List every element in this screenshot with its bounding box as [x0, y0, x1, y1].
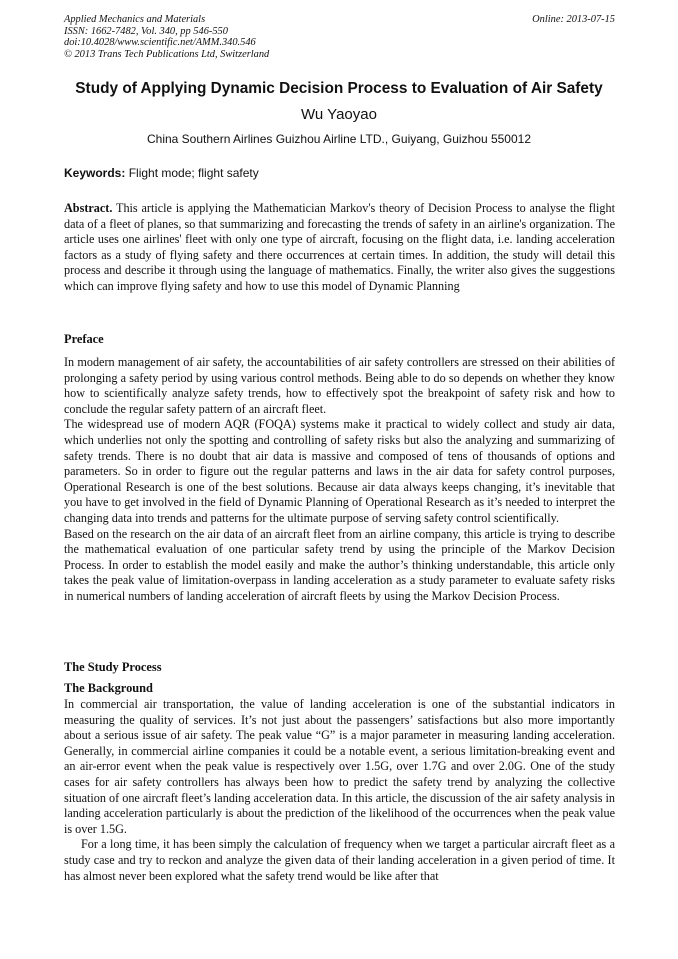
- keywords-label: Keywords:: [64, 166, 126, 180]
- issn-line: ISSN: 1662-7482, Vol. 340, pp 546-550: [64, 25, 228, 37]
- paper-title: Study of Applying Dynamic Decision Process to Evaluation of Air Safety: [75, 80, 603, 97]
- background-paragraph: In commercial air transportation, the value of landing acceleration is one of the substantial indicators in measuring the quality of services. It’s not just about the passengers’ satisfactions but also more importantly about a serious issue of air safety. The peak value “G” is a major parameter in measuring landing acceleration. Generally, in commercial airline companies it could be a notable event, a serious limitation-breaking event and an air-error event when the peak value is respectively over 1.5G, over 1.7G and over 2.0G. One of the study cases for air safety controllers has always been how to predict the safety trend by analyzing the collective situation of one aircraft fleet’s landing acceleration data. In this article, the discussion of the air safety analysis in landing acceleration particularly is about the prediction of the likelihood of the occurrences when the peak value is over 1.5G.: [64, 697, 615, 836]
- doi-line: doi:10.4028/www.scientific.net/AMM.340.546: [64, 37, 256, 48]
- abstract: [64, 201, 615, 295]
- journal-header: [64, 14, 615, 60]
- journal-name: Applied Mechanics and Materials: [64, 14, 206, 25]
- preface-paragraph: Based on the research on the air data of an aircraft fleet from an airline company, this article is trying to describe the mathematical evaluation of one particular safety trend by using the principle of the Markov Decision Process. In order to establish the model easily and make the author’s thinking understandable, this article only takes the peak value of limitation-overpass in landing acceleration as a study parameter to evaluate safety risks in numerical numbers of landing acceleration of aircraft fleets by using the Markov Decision Process.: [64, 526, 615, 603]
- author-affiliation: China Southern Airlines Guizhou Airline LTD., Guiyang, Guizhou 550012: [146, 132, 531, 146]
- keywords: [64, 166, 615, 180]
- copyright-line: © 2013 Trans Tech Publications Ltd, Switzerland: [64, 48, 270, 60]
- keywords-text: Flight mode; flight safety: [125, 166, 259, 180]
- abstract-text: This article is applying the Mathematician Markov's theory of Decision Process to analyse the flight data of a fleet of planes, so that summarizing and forecasting the trends of safety in an airline's organization. The article uses one airlines' fleet with only one type of aircraft, focusing on the flight data, i.e. landing acceleration factors as a study of flying safety and there occurrences at certain times. In addition, the study will detail this process and describe it through using the language of mathematics. Finally, the writer also gives the suggestions which can improve flying safety and how to use this model of Dynamic Planning: [64, 201, 615, 293]
- preface-paragraph: In modern management of air safety, the accountabilities of air safety controllers are stressed on their abilities of prolonging a safety period by using various control methods. Being able to do so depends on whether they know how to scientifically analyze safety trends, how to effectively spot the breakpoint of safety risk and how to conclude the regular safety pattern of an aircraft fleet.: [64, 355, 615, 416]
- preface-paragraph: The widespread use of modern AQR (FOQA) systems make it practical to widely collect and study air data, which underlies not only the spotting and controlling of safety risks but also the analyzing and summarizing of safety trends. There is no doubt that air data is massive and composed of tens of thousands of options and parameters. So in order to figure out the regular patterns and laws in the air data for safety control purposes, Operational Research is one of the best solutions. Because air data always keeps changing, it’s inevitable that you have to get involved in the field of Dynamic Planning of Operational Research as it’s needed to interpret the changing data into trends and patterns for the ultimate purpose of serving safety control scientifically.: [64, 417, 615, 525]
- author-name: Wu Yaoyao: [301, 106, 377, 123]
- abstract-label: Abstract.: [64, 201, 113, 215]
- background-section: [64, 697, 615, 884]
- background-heading: The Background: [64, 681, 153, 695]
- online-date: Online: 2013-07-15: [532, 14, 615, 25]
- preface-section: [64, 355, 615, 605]
- background-paragraph: For a long time, it has been simply the calculation of frequency when we target a particular aircraft fleet as a study case and try to reckon and analyze the given data of their landing acceleration in a given period of time. It has almost never been explored what the safety trend would be like after that: [64, 837, 615, 883]
- preface-heading: Preface: [64, 332, 104, 346]
- study-process-heading: The Study Process: [64, 660, 162, 674]
